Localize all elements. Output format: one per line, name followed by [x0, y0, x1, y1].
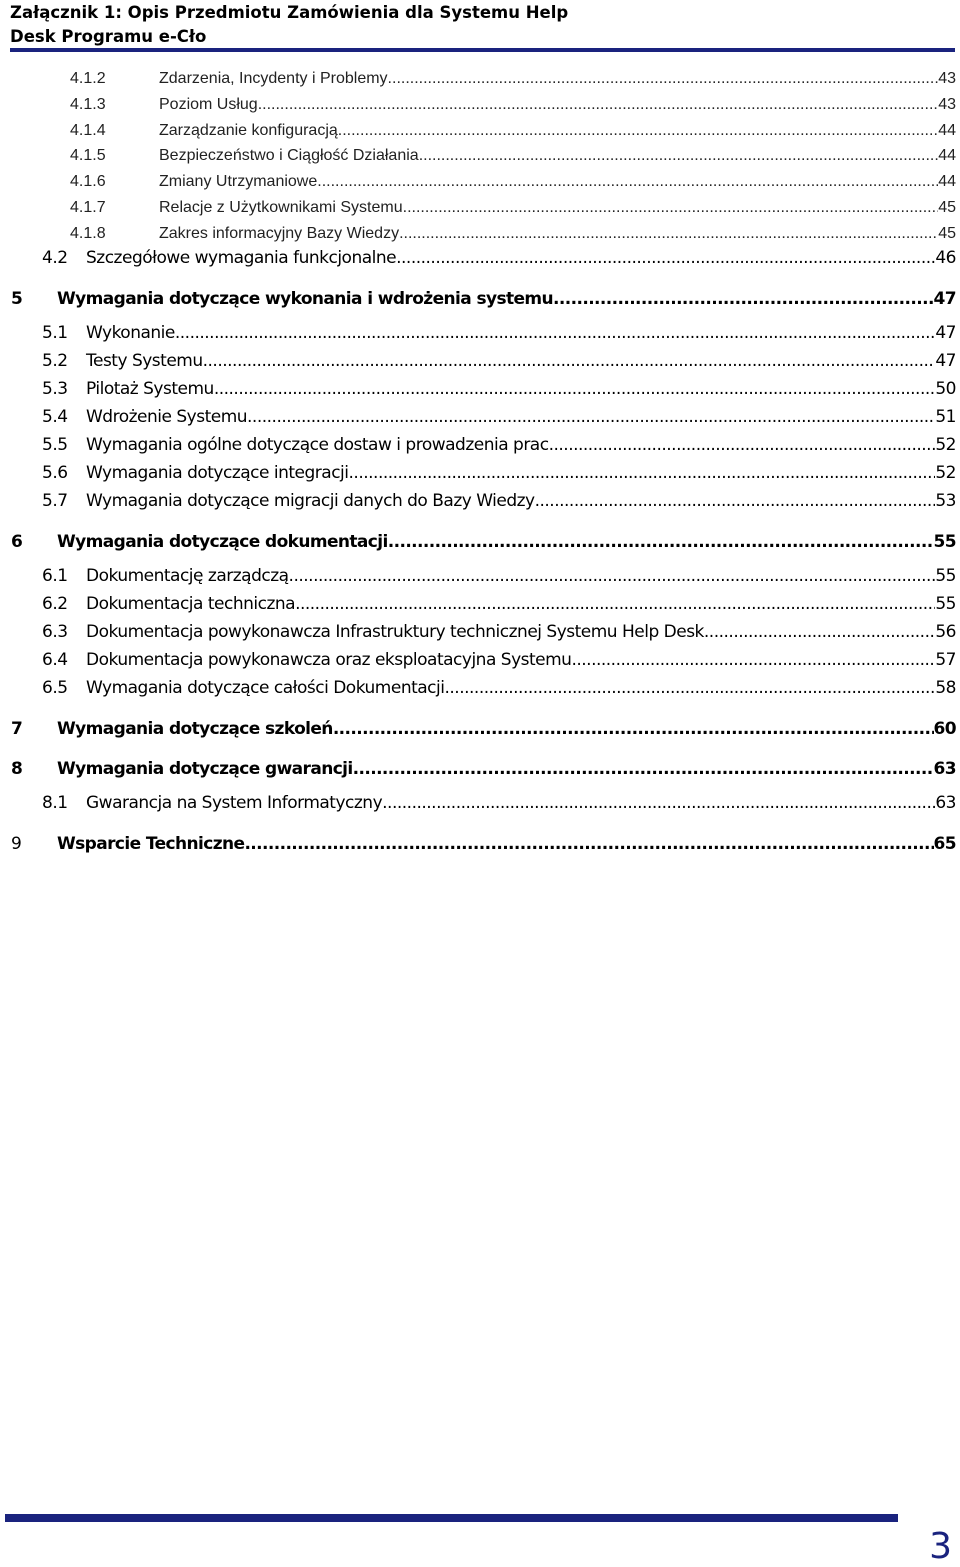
toc-title: Wymagania dotyczące dokumentacji [57, 532, 388, 552]
toc-page: 60 [933, 719, 956, 739]
toc-leader-dots [289, 566, 936, 586]
toc-page: 63 [935, 793, 956, 813]
toc-leader-dots [399, 225, 938, 243]
toc-number: 6.4 [42, 650, 68, 670]
toc-entry-5-6[interactable] [42, 463, 956, 491]
page-header [10, 0, 955, 52]
toc-leader-dots [704, 622, 935, 642]
toc-leader-dots [396, 248, 935, 268]
toc-number: 4.1.3 [70, 96, 106, 113]
toc-page: 44 [938, 147, 956, 164]
toc-page: 56 [935, 622, 956, 642]
toc-page: 43 [938, 70, 956, 87]
toc-title: Poziom Usług [159, 96, 258, 113]
toc-number: 6.2 [42, 594, 68, 614]
toc-number: 5 [11, 289, 23, 309]
toc-title: Wymagania dotyczące szkoleń [57, 719, 333, 739]
toc-leader-dots [553, 289, 933, 309]
toc-page: 65 [933, 834, 956, 854]
toc-page: 55 [935, 594, 956, 614]
toc-number: 6.1 [42, 566, 68, 586]
toc-title: Relacje z Użytkownikami Systemu [159, 199, 403, 216]
toc-title: Pilotaż Systemu [86, 379, 214, 399]
toc-title: Dokumentacja powykonawcza Infrastruktury technicznej Systemu Help Desk [86, 622, 704, 642]
toc-title: Gwarancja na System Informatyczny [86, 793, 383, 813]
toc-entry-4-1-4[interactable] [70, 122, 956, 148]
toc-entry-5[interactable] [11, 289, 956, 317]
toc-number: 4.1.4 [70, 122, 106, 139]
toc-entry-6-1[interactable] [42, 566, 956, 594]
toc-entry-6-2[interactable] [42, 594, 956, 622]
footer-rule [5, 1514, 898, 1522]
toc-entry-5-2[interactable] [42, 351, 956, 379]
toc-page: 44 [938, 173, 956, 190]
toc-entry-4-1-2[interactable] [70, 70, 956, 96]
toc-entry-5-3[interactable] [42, 379, 956, 407]
toc-leader-dots [349, 463, 936, 483]
toc-title: Zarządzanie konfiguracją [159, 122, 338, 139]
toc-page: 44 [938, 122, 956, 139]
toc-entry-8-1[interactable] [42, 793, 956, 821]
toc-title: Wymagania ogólne dotyczące dostaw i prowadzenia prac. [86, 435, 554, 455]
toc-title: Bezpieczeństwo i Ciągłość Działania [159, 147, 419, 164]
toc-number: 5.6 [42, 463, 68, 483]
toc-page: 47 [933, 289, 956, 309]
toc-title: Szczegółowe wymagania funkcjonalne [86, 248, 397, 268]
toc-number: 8.1 [42, 793, 68, 813]
toc-number: 5.5 [42, 435, 68, 455]
toc-page: 63 [933, 759, 956, 779]
toc-page: 52 [935, 463, 956, 483]
toc-title: Testy Systemu. [86, 351, 208, 371]
toc-entry-9[interactable] [11, 834, 956, 862]
toc-title: Wdrożenie Systemu [86, 407, 248, 427]
toc-page: 47 [935, 323, 956, 343]
toc-title: Zdarzenia, Incydenty i Problemy [159, 70, 388, 87]
toc-entry-4-1-3[interactable] [70, 96, 956, 122]
toc-title: Wymagania dotyczące integracji [86, 463, 349, 483]
toc-leader-dots [338, 122, 938, 140]
toc-number: 4.2 [42, 248, 68, 268]
toc-entry-4-2[interactable] [42, 248, 956, 276]
toc-entry-5-5[interactable] [42, 435, 956, 463]
toc-title: Wymagania dotyczące całości Dokumentacji. [86, 678, 450, 698]
toc-entry-5-4[interactable] [42, 407, 956, 435]
toc-entry-6[interactable] [11, 532, 956, 560]
toc-page: 57 [935, 650, 956, 670]
toc-title: Wymagania dotyczące migracji danych do Bazy Wiedzy [86, 491, 535, 511]
toc-title: Dokumentacja powykonawcza oraz eksploatacyjna Systemu [86, 650, 572, 670]
toc-leader-dots [403, 199, 939, 217]
toc-entry-4-1-5[interactable] [70, 147, 956, 173]
toc-leader-dots [247, 407, 935, 427]
toc-title: Wymagania dotyczące wykonania i wdrożenia systemu [57, 289, 554, 309]
toc-page: 51 [935, 407, 956, 427]
toc-leader-dots [388, 70, 939, 88]
toc-number: 5.7 [42, 491, 68, 511]
toc-number: 4.1.2 [70, 70, 106, 87]
toc-entry-7[interactable] [11, 719, 956, 747]
toc-entry-4-1-6[interactable] [70, 173, 956, 199]
toc-entry-5-1[interactable] [42, 323, 956, 351]
toc-number: 7 [11, 719, 23, 739]
toc-title: Zakres informacyjny Bazy Wiedzy [159, 225, 400, 242]
toc-title: Zmiany Utrzymaniowe [159, 173, 318, 190]
toc-leader-dots [295, 594, 935, 614]
toc-title: Wykonanie [86, 323, 175, 343]
toc-leader-dots [571, 650, 935, 670]
toc-title: Dokumentacja techniczna [86, 594, 296, 614]
toc-entry-5-7[interactable] [42, 491, 956, 519]
toc-leader-dots [208, 351, 936, 371]
toc-leader-dots [419, 147, 939, 165]
toc-number: 4.1.6 [70, 173, 106, 190]
toc-number: 6.3 [42, 622, 68, 642]
header-title-line2: Desk Programu e-Cło [10, 27, 207, 46]
toc-leader-dots [317, 173, 938, 191]
toc-leader-dots [553, 435, 935, 455]
toc-entry-6-3[interactable] [42, 622, 956, 650]
toc-entry-8[interactable] [11, 759, 956, 787]
toc-leader-dots [333, 719, 934, 739]
toc-number: 8 [11, 759, 23, 779]
toc-page: 45 [938, 199, 956, 216]
toc-number: 4.1.5 [70, 147, 106, 164]
toc-number: 6.5 [42, 678, 68, 698]
toc-leader-dots [258, 96, 939, 114]
toc-page: 46 [935, 248, 956, 268]
toc-entry-6-5[interactable] [42, 678, 956, 706]
toc-title: Wsparcie Techniczne [57, 834, 245, 854]
toc-page: 55 [933, 532, 956, 552]
toc-leader-dots [382, 793, 935, 813]
toc-title: Wymagania dotyczące gwarancji [57, 759, 353, 779]
toc-number: 5.4 [42, 407, 68, 427]
toc-number: 5.2 [42, 351, 68, 371]
toc-number: 4.1.7 [70, 199, 106, 216]
toc-number: 4.1.8 [70, 225, 106, 242]
toc-leader-dots [388, 532, 934, 552]
toc-number: 5.1 [42, 323, 68, 343]
toc-page: 45 [938, 225, 956, 242]
toc-page: 55 [935, 566, 956, 586]
toc-leader-dots [449, 678, 935, 698]
toc-page: 53 [935, 491, 956, 511]
toc-leader-dots [244, 834, 933, 854]
toc-page: 58 [935, 678, 956, 698]
toc-leader-dots [353, 759, 934, 779]
toc-entry-6-4[interactable] [42, 650, 956, 678]
toc-page: 52 [935, 435, 956, 455]
toc-title: Dokumentację zarządczą [86, 566, 289, 586]
header-title-line1: Załącznik 1: Opis Przedmiotu Zamówienia dla Systemu Help [10, 3, 569, 22]
toc-page: 47 [935, 351, 956, 371]
toc-page: 50 [935, 379, 956, 399]
toc-entry-4-1-7[interactable] [70, 199, 956, 225]
toc-number: 9 [11, 834, 22, 854]
page-number: 3 [929, 1526, 952, 1567]
toc-leader-dots [175, 323, 936, 343]
toc-page: 43 [938, 96, 956, 113]
toc-number: 5.3 [42, 379, 68, 399]
toc-number: 6 [11, 532, 23, 552]
toc-leader-dots [214, 379, 936, 399]
toc-leader-dots [535, 491, 936, 511]
